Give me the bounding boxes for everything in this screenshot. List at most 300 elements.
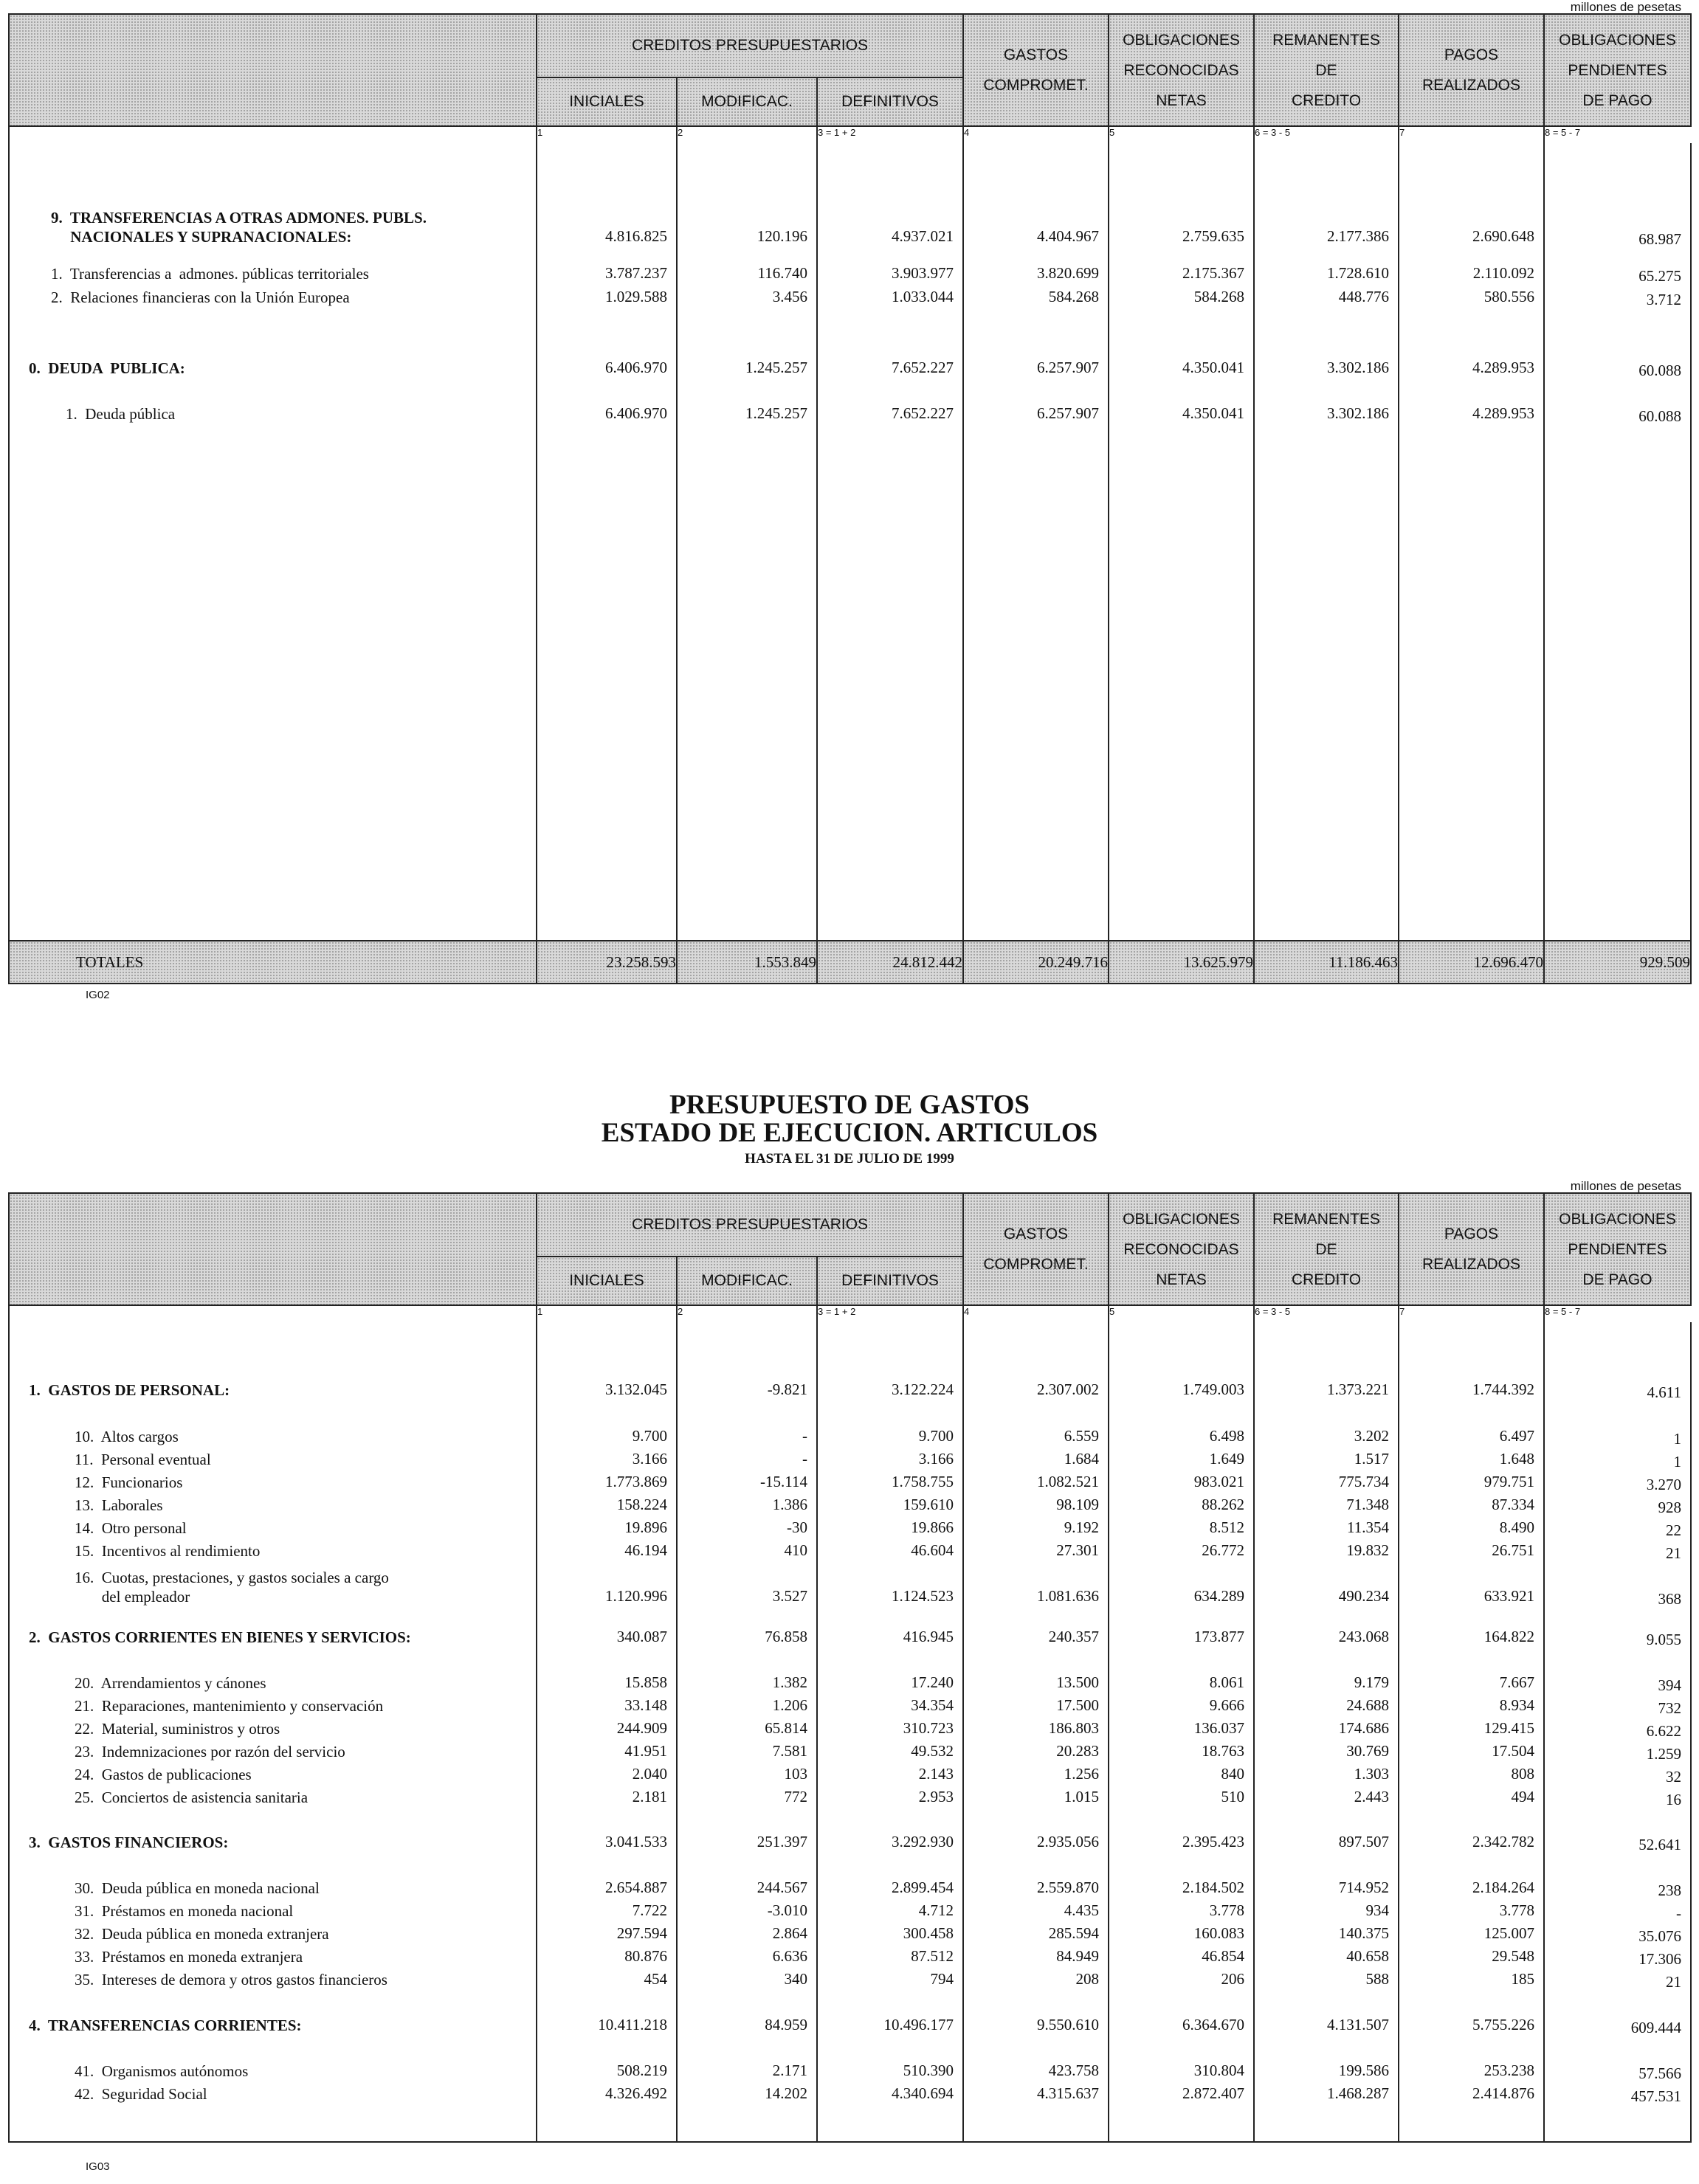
cell-value: 794: [930, 1970, 954, 1988]
cell-value: 26.772: [1202, 1541, 1244, 1559]
cell-value: 8.934: [1499, 1696, 1534, 1714]
cell-value: 84.949: [1056, 1947, 1099, 1965]
cell-value: 928: [1658, 1499, 1681, 1516]
cell-value: 3.122.224: [892, 1380, 954, 1398]
cell-value: 40.658: [1346, 1947, 1389, 1965]
cell-value: 9.550.610: [1037, 2016, 1099, 2033]
totals-value: 929.509: [1544, 941, 1691, 984]
cell-value: 3.132.045: [605, 1380, 667, 1398]
cell-value: 6.636: [772, 1947, 807, 1965]
row-label: 24. Gastos de publicaciones: [75, 1766, 252, 1783]
cell-value: 1.082.521: [1037, 1473, 1099, 1490]
units-note: millones de pesetas: [1570, 1179, 1681, 1193]
cell-value: 1.648: [1499, 1450, 1534, 1468]
cell-value: 65.275: [1638, 267, 1681, 285]
cell-value: 2.899.454: [892, 1879, 954, 1896]
cell-value: 2.654.887: [605, 1879, 667, 1896]
header-blank: [9, 1193, 537, 1305]
cell-value: 3.302.186: [1327, 359, 1389, 376]
cell-value: 1.029.588: [605, 288, 667, 305]
cell-value: 46.194: [624, 1541, 667, 1559]
cell-value: 49.532: [911, 1742, 954, 1760]
header-pagos: PAGOS REALIZADOS: [1399, 1193, 1544, 1305]
cell-value: 3.527: [772, 1587, 807, 1605]
header-pendientes: OBLIGACIONES PENDIENTES DE PAGO: [1544, 14, 1691, 126]
header-modificac: MODIFICAC.: [677, 1257, 817, 1305]
cell-value: 186.803: [1048, 1719, 1099, 1737]
cell-value: 65.814: [765, 1719, 807, 1737]
cell-value: 46.604: [911, 1541, 954, 1559]
cell-value: 494: [1511, 1788, 1534, 1805]
cell-value: 244.909: [616, 1719, 667, 1737]
cell-value: 4.937.021: [892, 227, 954, 245]
cell-value: 1: [1673, 1430, 1681, 1448]
cell-value: 508.219: [616, 2062, 667, 2079]
row-label: 11. Personal eventual: [75, 1451, 211, 1468]
header-modificac: MODIFICAC.: [677, 77, 817, 126]
cell-value: 17.240: [911, 1673, 954, 1691]
cell-value: 3.712: [1646, 291, 1681, 308]
cell-value: 310.804: [1193, 2062, 1244, 2079]
cell-value: 4.350.041: [1182, 404, 1244, 422]
cell-value: 3.820.699: [1037, 264, 1099, 282]
cell-value: 2.143: [918, 1765, 954, 1783]
cell-value: 68.987: [1638, 230, 1681, 248]
cell-value: 13.500: [1056, 1673, 1099, 1691]
cell-value: 9.179: [1354, 1673, 1389, 1691]
cell-value: 584.268: [1193, 288, 1244, 305]
cell-value: 251.397: [757, 1833, 807, 1850]
cell-value: 416.945: [903, 1628, 954, 1645]
row-label: 2. GASTOS CORRIENTES EN BIENES Y SERVICIOS:: [29, 1628, 411, 1646]
cell-value: 2.443: [1354, 1788, 1389, 1805]
cell-value: 33.148: [624, 1696, 667, 1714]
cell-value: 17.306: [1638, 1950, 1681, 1968]
cell-value: 2.559.870: [1037, 1879, 1099, 1896]
cell-value: 24.688: [1346, 1696, 1389, 1714]
cell-value: 185: [1511, 1970, 1534, 1988]
row-label: 0. DEUDA PUBLICA:: [29, 359, 185, 377]
cell-value: 510.390: [903, 2062, 954, 2079]
cell-value: 1.517: [1354, 1450, 1389, 1468]
cell-value: 244.567: [757, 1879, 807, 1896]
cell-value: 125.007: [1483, 1924, 1534, 1942]
row-label: 23. Indemnizaciones por razón del servicio: [75, 1743, 345, 1760]
cell-value: 253.238: [1483, 2062, 1534, 2079]
cell-value: 368: [1658, 1590, 1681, 1608]
cell-value: 2.175.367: [1182, 264, 1244, 282]
cell-value: 1.256: [1064, 1765, 1099, 1783]
cell-value: 2.935.056: [1037, 1833, 1099, 1850]
header-gastos: GASTOS COMPROMET.: [963, 1193, 1109, 1305]
header-blank: [9, 14, 537, 126]
row-label: 10. Altos cargos: [75, 1428, 179, 1445]
cell-value: -3.010: [767, 1901, 807, 1919]
cell-value: 116.740: [757, 264, 807, 282]
header-obligaciones: OBLIGACIONES RECONOCIDAS NETAS: [1109, 1193, 1254, 1305]
cell-value: 9.700: [918, 1427, 954, 1445]
totals-value: 1.553.849: [677, 941, 817, 984]
cell-value: 2.414.876: [1472, 2084, 1534, 2102]
row-label: 1. GASTOS DE PERSONAL:: [29, 1381, 230, 1399]
cell-value: 2.395.423: [1182, 1833, 1244, 1850]
cell-value: 4.435: [1064, 1901, 1099, 1919]
cell-value: 2.872.407: [1182, 2084, 1244, 2102]
cell-value: 4.340.694: [892, 2084, 954, 2102]
cell-value: 3.778: [1499, 1901, 1534, 1919]
cell-value: 76.858: [765, 1628, 807, 1645]
cell-value: 19.896: [624, 1518, 667, 1536]
row-label: 12. Funcionarios: [75, 1473, 183, 1491]
cell-value: 174.686: [1338, 1719, 1389, 1737]
cell-value: 1.259: [1646, 1745, 1681, 1763]
cell-value: 1.081.636: [1037, 1587, 1099, 1605]
cell-value: 87.334: [1492, 1496, 1534, 1513]
header-creditos: CREDITOS PRESUPUESTARIOS: [537, 1193, 963, 1257]
cell-value: 2.171: [772, 2062, 807, 2079]
cell-value: 2.184.502: [1182, 1879, 1244, 1896]
cell-value: 983.021: [1193, 1473, 1244, 1490]
cell-value: 6.559: [1064, 1427, 1099, 1445]
cell-value: 164.822: [1483, 1628, 1534, 1645]
cell-value: 510: [1221, 1788, 1244, 1805]
cell-value: 310.723: [903, 1719, 954, 1737]
cell-value: 52.641: [1638, 1836, 1681, 1853]
cell-value: 2.342.782: [1472, 1833, 1534, 1850]
cell-value: 1.649: [1209, 1450, 1244, 1468]
cell-value: 9.700: [632, 1427, 667, 1445]
cell-value: 4.816.825: [605, 227, 667, 245]
header-pagos: PAGOS REALIZADOS: [1399, 14, 1544, 126]
row-label: 14. Otro personal: [75, 1519, 187, 1537]
column-index-row: 1 2 3 = 1 + 2 4 5 6 = 3 - 5 7 8 = 5 - 7: [9, 126, 1691, 143]
cell-value: -: [802, 1450, 807, 1468]
cell-value: 84.959: [765, 2016, 807, 2033]
cell-value: 1.373.221: [1327, 1380, 1389, 1398]
cell-value: 3.041.533: [605, 1833, 667, 1850]
cell-value: 22: [1666, 1521, 1681, 1539]
cell-value: 34.354: [911, 1696, 954, 1714]
row-label: 41. Organismos autónomos: [75, 2062, 249, 2080]
header-creditos: CREDITOS PRESUPUESTARIOS: [537, 14, 963, 77]
cell-value: 394: [1658, 1676, 1681, 1694]
cell-value: 340.087: [616, 1628, 667, 1645]
cell-value: 1.033.044: [892, 288, 954, 305]
header-remanentes: REMANENTES DE CREDITO: [1254, 1193, 1399, 1305]
cell-value: 160.083: [1193, 1924, 1244, 1942]
row-label: 30. Deuda pública en moneda nacional: [75, 1879, 320, 1897]
cell-value: 1.303: [1354, 1765, 1389, 1783]
cell-value: 6.257.907: [1037, 359, 1099, 376]
cell-value: 1: [1673, 1453, 1681, 1471]
cell-value: 9.192: [1064, 1518, 1099, 1536]
cell-value: 1.206: [772, 1696, 807, 1714]
cell-value: 1.245.257: [745, 404, 807, 422]
cell-value: 4.315.637: [1037, 2084, 1099, 2102]
cell-value: 129.415: [1483, 1719, 1534, 1737]
cell-value: 6.497: [1499, 1427, 1534, 1445]
cell-value: 238: [1658, 1881, 1681, 1899]
cell-value: 580.556: [1483, 288, 1534, 305]
cell-value: 7.667: [1499, 1673, 1534, 1691]
cell-value: 2.690.648: [1472, 227, 1534, 245]
cell-value: 206: [1221, 1970, 1244, 1988]
cell-value: 7.652.227: [892, 359, 954, 376]
budget-table-transfers: [8, 13, 1692, 984]
header-pendientes: OBLIGACIONES PENDIENTES DE PAGO: [1544, 1193, 1691, 1305]
page-subtitle: ESTADO DE EJECUCION. ARTICULOS: [601, 1118, 1098, 1148]
cell-value: 6.406.970: [605, 359, 667, 376]
cell-value: 3.270: [1646, 1476, 1681, 1493]
cell-value: 10.496.177: [883, 2016, 954, 2033]
row-label: 25. Conciertos de asistencia sanitaria: [75, 1789, 309, 1806]
cell-value: 20.283: [1056, 1742, 1099, 1760]
cell-value: 21: [1666, 1973, 1681, 1991]
cell-value: 41.951: [624, 1742, 667, 1760]
cell-value: 3.787.237: [605, 264, 667, 282]
cell-value: 3.456: [772, 288, 807, 305]
cell-value: 5.755.226: [1472, 2016, 1534, 2033]
cell-value: 14.202: [765, 2084, 807, 2102]
totals-row: [9, 941, 1691, 984]
cell-value: 9.666: [1209, 1696, 1244, 1714]
cell-value: 208: [1075, 1970, 1099, 1988]
cell-value: 19.832: [1346, 1541, 1389, 1559]
row-label: 16. Cuotas, prestaciones, y gastos sociales a cargo del empleador: [75, 1569, 389, 1606]
cell-value: 1.468.287: [1327, 2084, 1389, 2102]
cell-value: 1.749.003: [1182, 1380, 1244, 1398]
cell-value: 1.120.996: [605, 1587, 667, 1605]
cell-value: 633.921: [1483, 1587, 1534, 1605]
cell-value: 609.444: [1630, 2019, 1681, 2036]
cell-value: 808: [1511, 1765, 1534, 1783]
cell-value: 410: [784, 1541, 807, 1559]
header-iniciales: INICIALES: [537, 77, 677, 126]
cell-value: 1.758.755: [892, 1473, 954, 1490]
units-note: millones de pesetas: [1570, 0, 1681, 14]
cell-value: 297.594: [616, 1924, 667, 1942]
cell-value: 714.952: [1338, 1879, 1389, 1896]
cell-value: 775.734: [1338, 1473, 1389, 1490]
cell-value: 2.040: [632, 1765, 667, 1783]
cell-value: 4.712: [918, 1901, 954, 1919]
cell-value: 6.406.970: [605, 404, 667, 422]
cell-value: 3.202: [1354, 1427, 1389, 1445]
cell-value: 136.037: [1193, 1719, 1244, 1737]
cell-value: 840: [1221, 1765, 1244, 1783]
cell-value: 584.268: [1048, 288, 1099, 305]
cell-value: 300.458: [903, 1924, 954, 1942]
cell-value: 8.512: [1209, 1518, 1244, 1536]
cell-value: 8.490: [1499, 1518, 1534, 1536]
cell-value: 3.166: [632, 1450, 667, 1468]
cell-value: 27.301: [1056, 1541, 1099, 1559]
cell-value: 285.594: [1048, 1924, 1099, 1942]
cell-value: 1.744.392: [1472, 1380, 1534, 1398]
cell-value: 1.773.869: [605, 1473, 667, 1490]
cell-value: 1.382: [772, 1673, 807, 1691]
cell-value: 2.953: [918, 1788, 954, 1805]
cell-value: 2.307.002: [1037, 1380, 1099, 1398]
cell-value: 2.184.264: [1472, 1879, 1534, 1896]
cell-value: 3.302.186: [1327, 404, 1389, 422]
budget-table-articles: [8, 1192, 1692, 2143]
cell-value: 448.776: [1338, 288, 1389, 305]
totals-value: 11.186.463: [1254, 941, 1399, 984]
cell-value: 979.751: [1483, 1473, 1534, 1490]
header-iniciales: INICIALES: [537, 1257, 677, 1305]
cell-value: 4.611: [1647, 1383, 1681, 1401]
header-gastos: GASTOS COMPROMET.: [963, 14, 1109, 126]
page-code: IG02: [86, 989, 110, 1001]
cell-value: 1.684: [1064, 1450, 1099, 1468]
cell-value: 158.224: [616, 1496, 667, 1513]
cell-value: 80.876: [624, 1947, 667, 1965]
cell-value: 17.504: [1492, 1742, 1534, 1760]
cell-value: 60.088: [1638, 407, 1681, 425]
cell-value: 120.196: [757, 227, 807, 245]
cell-value: 3.903.977: [892, 264, 954, 282]
cell-value: 7.652.227: [892, 404, 954, 422]
cell-value: 32: [1666, 1768, 1681, 1786]
cell-value: 6.257.907: [1037, 404, 1099, 422]
cell-value: 243.068: [1338, 1628, 1389, 1645]
cell-value: 159.610: [903, 1496, 954, 1513]
header-obligaciones: OBLIGACIONES RECONOCIDAS NETAS: [1109, 14, 1254, 126]
row-label: 31. Préstamos en moneda nacional: [75, 1902, 294, 1920]
row-label: 3. GASTOS FINANCIEROS:: [29, 1834, 229, 1851]
row-label: 22. Material, suministros y otros: [75, 1720, 280, 1738]
row-label: 4. TRANSFERENCIAS CORRIENTES:: [29, 2017, 302, 2034]
cell-value: 21: [1666, 1544, 1681, 1562]
cell-value: 2.864: [772, 1924, 807, 1942]
cell-value: 11.354: [1347, 1518, 1389, 1536]
totals-label: TOTALES: [9, 941, 537, 984]
header-definitivos: DEFINITIVOS: [817, 77, 963, 126]
cell-value: 6.364.670: [1182, 2016, 1244, 2033]
cell-value: 732: [1658, 1699, 1681, 1717]
cell-value: -30: [787, 1518, 807, 1536]
cell-value: 35.076: [1638, 1927, 1681, 1945]
cell-value: 71.348: [1346, 1496, 1389, 1513]
cell-value: 26.751: [1492, 1541, 1534, 1559]
cell-value: 340: [784, 1970, 807, 1988]
cell-value: 4.350.041: [1182, 359, 1244, 376]
cell-value: 19.866: [911, 1518, 954, 1536]
header-definitivos: DEFINITIVOS: [817, 1257, 963, 1305]
row-label: 9. TRANSFERENCIAS A OTRAS ADMONES. PUBLS. NACIONALES Y SUPRANACIONALES:: [51, 209, 427, 246]
totals-value: 23.258.593: [537, 941, 677, 984]
cell-value: 772: [784, 1788, 807, 1805]
cell-value: 3.778: [1209, 1901, 1244, 1919]
cell-value: 10.411.218: [598, 2016, 667, 2033]
cell-value: 18.763: [1202, 1742, 1244, 1760]
row-label: 20. Arrendamientos y cánones: [75, 1674, 266, 1692]
row-label: 32. Deuda pública en moneda extranjera: [75, 1925, 329, 1943]
totals-value: 12.696.470: [1399, 941, 1544, 984]
cell-value: 588: [1365, 1970, 1389, 1988]
cell-value: 457.531: [1630, 2087, 1681, 2105]
header-remanentes: REMANENTES DE CREDITO: [1254, 14, 1399, 126]
cell-value: 57.566: [1638, 2064, 1681, 2082]
cell-value: 6.498: [1209, 1427, 1244, 1445]
cell-value: 4.326.492: [605, 2084, 667, 2102]
cell-value: 9.055: [1646, 1631, 1681, 1648]
row-label: 13. Laborales: [75, 1496, 163, 1514]
totals-value: 24.812.442: [817, 941, 963, 984]
cell-value: 2.759.635: [1182, 227, 1244, 245]
cell-value: 1.124.523: [892, 1587, 954, 1605]
cell-value: 8.061: [1209, 1673, 1244, 1691]
row-label: 42. Seguridad Social: [75, 2085, 207, 2103]
column-index-row: 1 2 3 = 1 + 2 4 5 6 = 3 - 5 7 8 = 5 - 7: [9, 1305, 1691, 1322]
row-label: 2. Relaciones financieras con la Unión Europea: [51, 288, 350, 306]
cell-value: 3.166: [918, 1450, 954, 1468]
cell-value: 87.512: [911, 1947, 954, 1965]
totals-value: 20.249.716: [963, 941, 1109, 984]
cell-value: 17.500: [1056, 1696, 1099, 1714]
cell-value: 3.292.930: [892, 1833, 954, 1850]
cell-value: -9.821: [767, 1380, 807, 1398]
cell-value: 7.722: [632, 1901, 667, 1919]
cell-value: 1.386: [772, 1496, 807, 1513]
cell-value: 2.181: [632, 1788, 667, 1805]
cell-value: 6.622: [1646, 1722, 1681, 1740]
cell-value: 4.131.507: [1327, 2016, 1389, 2033]
cell-value: -15.114: [760, 1473, 807, 1490]
cell-value: 7.581: [772, 1742, 807, 1760]
cell-value: 88.262: [1202, 1496, 1244, 1513]
cell-value: 60.088: [1638, 362, 1681, 379]
row-label: 1. Deuda pública: [66, 405, 176, 423]
cell-value: 897.507: [1338, 1833, 1389, 1850]
cell-value: 4.404.967: [1037, 227, 1099, 245]
cell-value: 16: [1666, 1791, 1681, 1808]
cell-value: 15.858: [624, 1673, 667, 1691]
cell-value: 46.854: [1202, 1947, 1244, 1965]
cell-value: 490.234: [1338, 1587, 1389, 1605]
cell-value: 240.357: [1048, 1628, 1099, 1645]
cell-value: 934: [1365, 1901, 1389, 1919]
cell-value: 30.769: [1346, 1742, 1389, 1760]
cell-value: 103: [784, 1765, 807, 1783]
row-label: 33. Préstamos en moneda extranjera: [75, 1948, 303, 1966]
cell-value: 2.110.092: [1472, 264, 1534, 282]
totals-value: 13.625.979: [1109, 941, 1254, 984]
row-label: 21. Reparaciones, mantenimiento y conservación: [75, 1697, 384, 1715]
cell-value: 4.289.953: [1472, 404, 1534, 422]
page-date: HASTA EL 31 DE JULIO DE 1999: [745, 1151, 954, 1167]
cell-value: 199.586: [1338, 2062, 1389, 2079]
row-label: 15. Incentivos al rendimiento: [75, 1542, 261, 1560]
cell-value: 423.758: [1048, 2062, 1099, 2079]
cell-value: 2.177.386: [1327, 227, 1389, 245]
cell-value: -: [1676, 1904, 1681, 1922]
row-label: 1. Transferencias a admones. públicas territoriales: [51, 265, 369, 283]
page-title: PRESUPUESTO DE GASTOS: [669, 1090, 1030, 1120]
cell-value: -: [802, 1427, 807, 1445]
cell-value: 29.548: [1492, 1947, 1534, 1965]
page-code: IG03: [86, 2160, 110, 2173]
cell-value: 634.289: [1193, 1587, 1244, 1605]
cell-value: 454: [644, 1970, 667, 1988]
row-label: 35. Intereses de demora y otros gastos financieros: [75, 1971, 387, 1988]
cell-value: 140.375: [1338, 1924, 1389, 1942]
cell-value: 1.245.257: [745, 359, 807, 376]
cell-value: 98.109: [1056, 1496, 1099, 1513]
cell-value: 1.728.610: [1327, 264, 1389, 282]
cell-value: 173.877: [1193, 1628, 1244, 1645]
